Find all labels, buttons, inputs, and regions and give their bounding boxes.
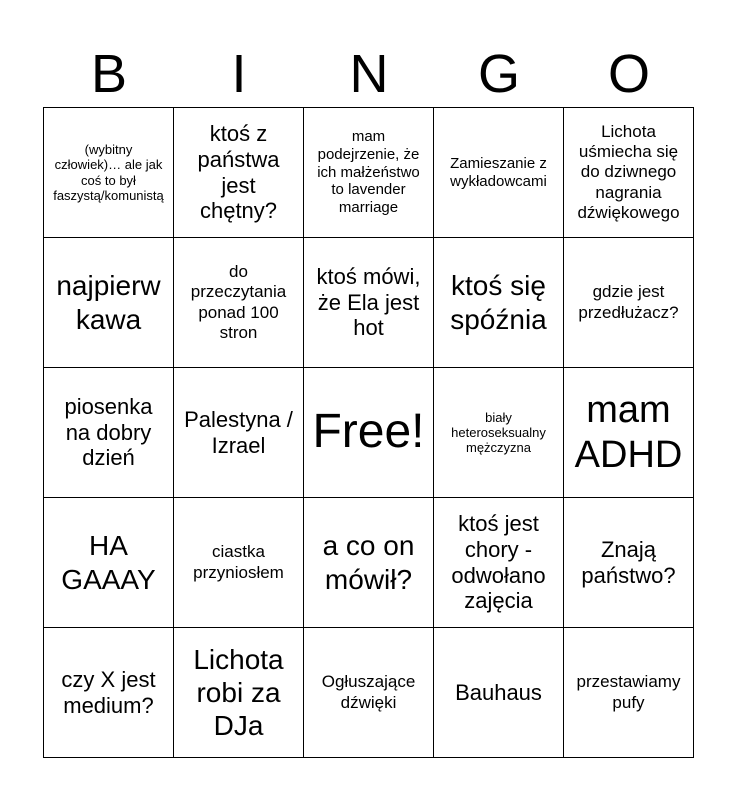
bingo-cell-r5c4[interactable] [434,628,564,758]
bingo-cell-r2c2[interactable] [174,238,304,368]
bingo-cell-r4c1[interactable] [44,498,174,628]
bingo-cell-free[interactable] [304,368,434,498]
bingo-cell-r4c4[interactable] [434,498,564,628]
cell-text: przestawiamy pufy [576,672,681,712]
bingo-cell-r1c1[interactable] [44,108,174,238]
bingo-cell-r2c5[interactable] [564,238,694,368]
cell-text: do przeczytania ponad 100 stron [190,262,287,342]
cell-text: gdzie jest przedłużacz? [578,282,679,322]
cell-text: a co on mówił? [322,530,415,595]
free-space-text: Free! [312,405,425,459]
cell-text: Ogłuszające dźwięki [321,672,416,712]
header-letter-i: I [231,44,247,104]
cell-text: ciastka przyniosłem [193,542,284,582]
bingo-cell-r3c4[interactable] [434,368,564,498]
cell-text: Znają państwo? [581,536,676,588]
cell-text: ktoś jest chory - odwołano zajęcia [451,510,546,614]
cell-text: mam podejrzenie, że ich małżeństwo to lavender marriage [317,128,420,217]
cell-text: ktoś się spóźnia [450,270,547,335]
header-letter-n: N [349,44,389,104]
cell-text: piosenka na dobry dzień [64,393,153,471]
bingo-cell-r3c5[interactable] [564,368,694,498]
cell-text: biały heteroseksualny mężczyzna [451,409,546,456]
bingo-cell-r5c3[interactable] [304,628,434,758]
bingo-cell-r4c3[interactable] [304,498,434,628]
cell-text: Lichota robi za DJa [193,643,284,742]
cell-text: mam ADHD [574,388,683,476]
cell-text: Palestyna / Izrael [184,406,293,458]
cell-text: HA GAAAY [61,530,156,595]
bingo-cell-r5c1[interactable] [44,628,174,758]
cell-text: (wybitny człowiek)… ale jak coś to był faszystą/komunistą [53,141,164,203]
cell-text: ktoś z państwa jest chętny? [197,120,280,224]
bingo-cell-r2c4[interactable] [434,238,564,368]
header-letter-o: O [607,44,650,104]
bingo-header [44,40,694,108]
bingo-cell-r1c3[interactable] [304,108,434,238]
cell-text: Bauhaus [455,679,542,705]
cell-text: ktoś mówi, że Ela jest hot [316,263,421,341]
bingo-cell-r1c5[interactable] [564,108,694,238]
header-letter-g: G [477,44,520,104]
cell-text: czy X jest medium? [61,666,156,718]
header-letter-b: B [90,44,128,104]
bingo-cell-r4c2[interactable] [174,498,304,628]
bingo-cell-r5c5[interactable] [564,628,694,758]
bingo-cell-r1c2[interactable] [174,108,304,238]
bingo-grid [43,107,694,758]
cell-text: najpierw kawa [56,270,161,335]
cell-text: Zamieszanie z wykładowcami [450,154,547,190]
bingo-cell-r4c5[interactable] [564,498,694,628]
bingo-cell-r1c4[interactable] [434,108,564,238]
bingo-cell-r2c3[interactable] [304,238,434,368]
bingo-cell-r3c1[interactable] [44,368,174,498]
bingo-cell-r3c2[interactable] [174,368,304,498]
bingo-cell-r2c1[interactable] [44,238,174,368]
cell-text: Lichota uśmiecha się do dziwnego nagrania dźwiękowego [577,122,680,222]
bingo-cell-r5c2[interactable] [174,628,304,758]
